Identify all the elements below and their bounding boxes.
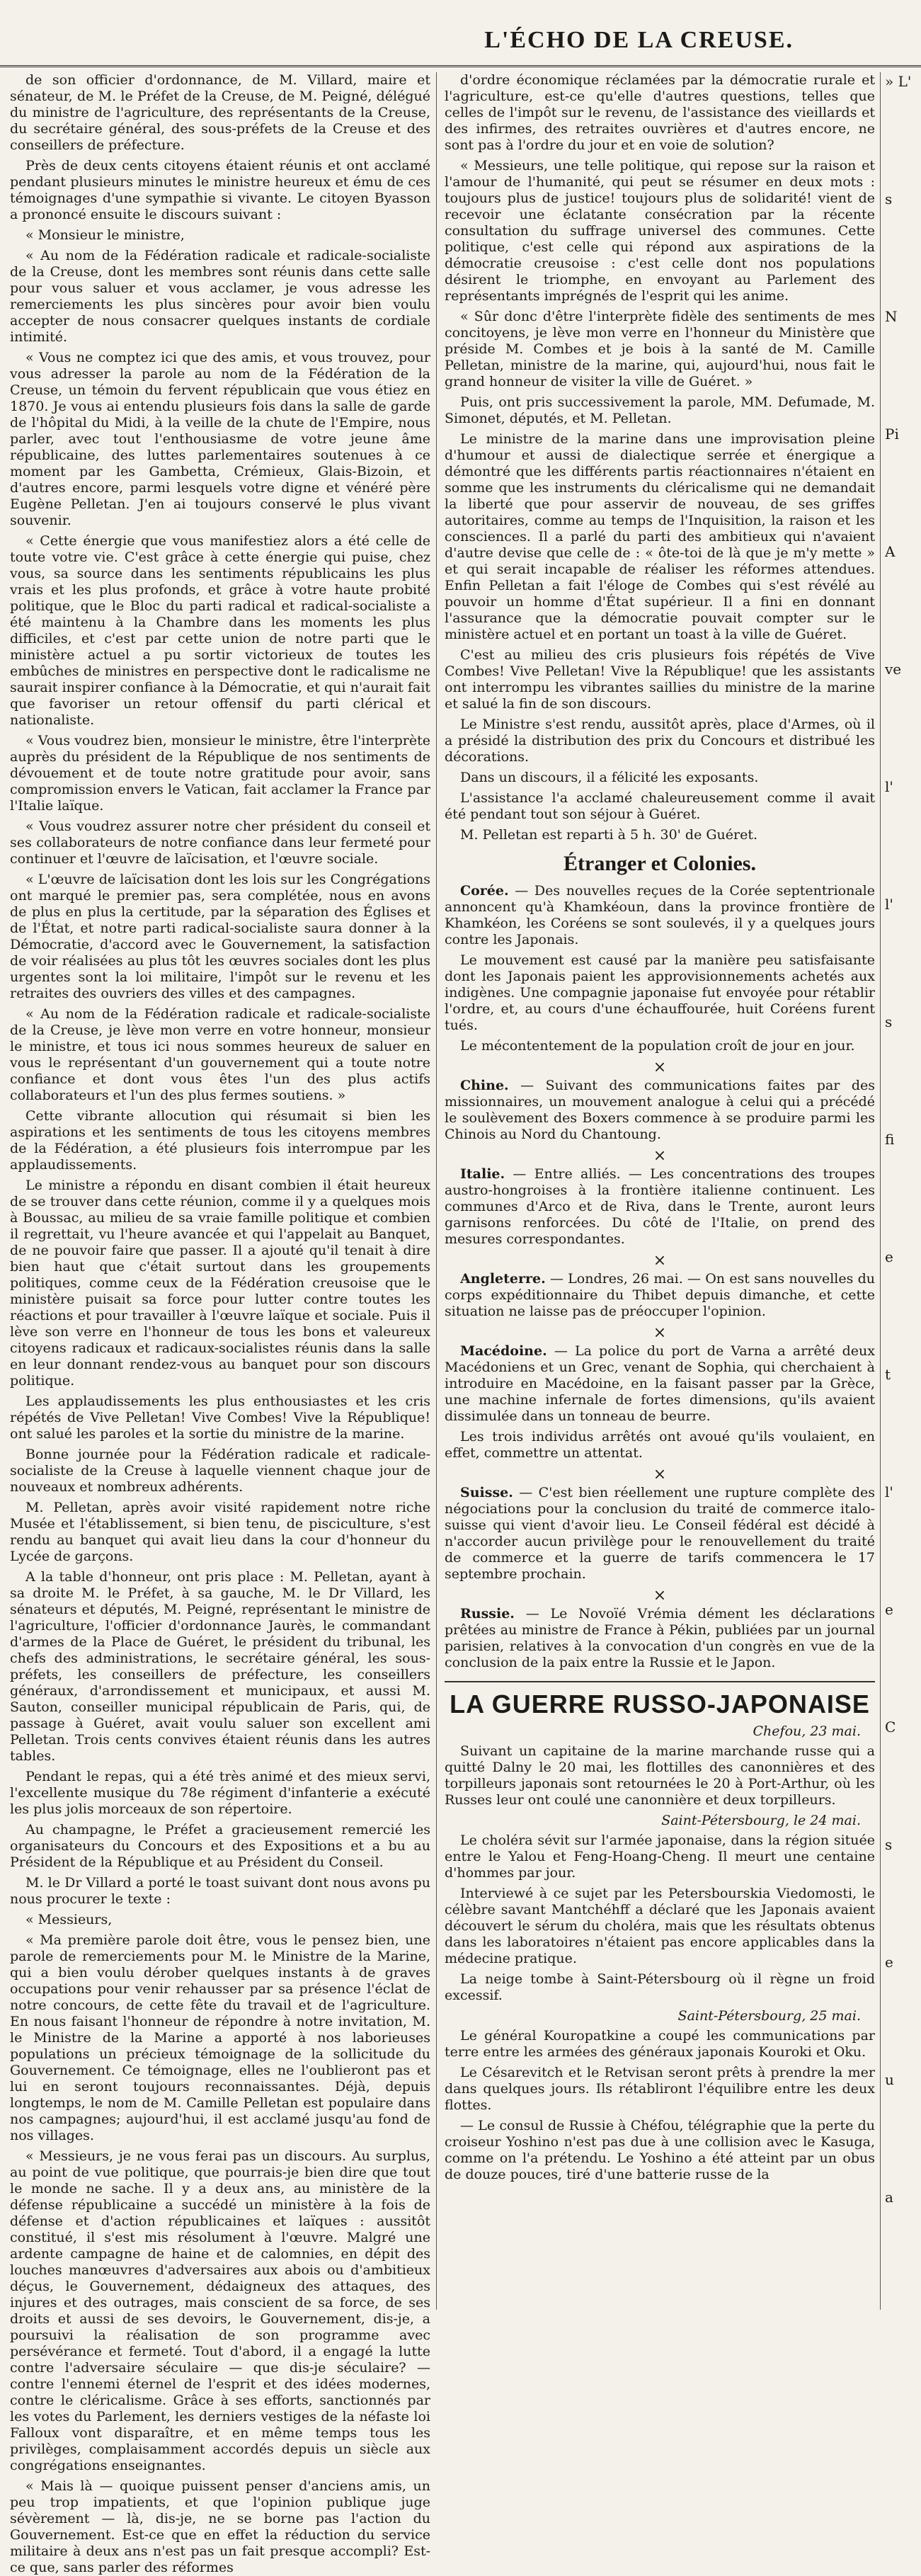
column-left <box>10 72 430 2575</box>
cropped-text-fragment: e <box>885 1601 893 1618</box>
paragraph: « Vous voudrez assurer notre cher président du conseil et ses collaborateurs de notre confiance dans leur fermeté pour continuer et l'œuvre de laïcisation, et l'œuvre sociale. <box>10 819 430 867</box>
paragraph: « Mais là — quoique puissent penser d'anciens amis, un peu trop impatients, et que l'opinion publique juge sévèrement — là, dis-je, ne se borne pas l'action du Gouvernement. Est-ce que en effet la réduction du service militaire à deux ans n'est pas un fait presque accompli? Est-ce que, sans parler des réformes <box>10 2478 430 2575</box>
paragraph: « Messieurs, <box>25 1912 113 1927</box>
paragraph: Les applaudissements les plus enthousiastes et les cris répétés de Vive Pelletan! Vive Combes! Vive la République! ont salué les paroles et la sortie du ministre de la marine. <box>10 1394 430 1442</box>
news-item-text: — Londres, 26 mai. — On est sans nouvelles du corps expéditionnaire du Thibet depuis dimanche, et cette situation ne laisse pas de préoccuper l'opinion. <box>445 1271 875 1319</box>
paragraph: Le choléra sévit sur l'armée japonaise, dans la région située entre le Yalou et Feng-Hoang-Cheng. Il meurt une centaine d'hommes par jour. <box>445 1833 875 1881</box>
news-item <box>445 1429 875 1461</box>
cropped-text-fragment: e <box>885 1248 893 1265</box>
cropped-text-fragment: Pi <box>885 426 899 443</box>
paragraph: de son officier d'ordonnance, de M. Villard, maire et sénateur, de M. le Préfet de la Creuse, de M. Peigné, délégué du ministre de l'agriculture, des représentants de la Creuse, du secrétaire général, des sous-préfets de la Creuse et des conseillers de préfecture. <box>10 72 430 153</box>
paragraph: Le ministre a répondu en disant combien il était heureux de se trouver dans cette réunion, comme il y a quelques mois à Boussac, au milieu de sa vraie famille politique et combien il regrettait, vu l'heure avancée et qui l'appelait au Banquet, de ne pouvoir faire que passer. Il a ajouté qu'il tenait à dire bien haut que c'était surtout dans les groupements politiques, comme ceux de la Fédération creusoise que le ministère puisait sa force pour lutter contre toutes les réactions et pour travailler à l'œuvre laïque et sociale. Puis il lève son verre en l'honneur de tous les bons et valeureux citoyens radicaux et radicaux-socialistes réunis dans la salle en leur donnant rendez-vous au banquet pour son discours politique. <box>10 1178 430 1389</box>
separator: × <box>653 1252 667 1270</box>
news-item-country: Corée. <box>460 883 509 899</box>
cropped-text-fragment: e <box>885 1954 893 1971</box>
paragraph: « Monsieur le ministre, <box>25 227 185 243</box>
paragraph: A la table d'honneur, ont pris place : M. Pelletan, ayant à sa droite M. le Préfet, à sa gauche, M. le Dr Villard, les sénateurs et députés, M. Peigné, représentant le ministre de l'agriculture, l'officier d'ordonnance Jaurès, le commandant d'armes de la Place de Guéret, le président du tribunal, les chefs des administrations, le secrétaire général, les sous-préfets, les conseillers de préfecture, les conseillers généraux, d'arrondissement et municipaux, et aussi M. Sauton, conseiller municipal républicain de Paris, qui, de passage à Guéret, avait voulu saluer son excellent ami Pelletan. Trois cents convives étaient réunis dans les autres tables. <box>10 1569 430 1764</box>
paragraph: d'ordre économique réclamées par la démocratie rurale et l'agriculture, est-ce qu'elle d'autres questions, telles que celles de l'impôt sur le revenu, de l'assistance des vieillards et des infirmes, des retraites ouvrières et d'autres encore, ne sont pas à l'ordre du jour et en voie de solution? <box>445 72 875 153</box>
cropped-text-fragment: s <box>885 1013 893 1030</box>
paragraph: « L'œuvre de laïcisation dont les lois sur les Congrégations ont marqué le premier pas, sera complétée, nous en avons de plus en plus la certitude, par la séparation des Églises et de l'État, et notre parti radical-socialiste saura donner à la Démocratie, d'accord avec le Gouvernement, la satisfaction de voir réalisées au plus tôt les œuvres sociales dont les plus urgentes sont la loi militaire, l'impôt sur le revenu et les retraites des ouvriers des villes et des campagnes. <box>10 872 430 1001</box>
separator: × <box>653 1059 667 1076</box>
paragraph: « Vous voudrez bien, monsieur le ministre, être l'interprète auprès du président de la République de nos sentiments de dévouement et de toute notre gratitude pour avoir, sans compromission envers le Vatican, fait acclamer la France par l'Italie laïque. <box>10 733 430 814</box>
paragraph: « Cette énergie que vous manifestiez alors a été celle de toute votre vie. C'est grâce à cette énergie qui puise, chez vous, sa source dans les sentiments républicains les plus vrais et les plus profonds, et grâce à votre haute probité politique, que le Bloc du parti radical et radical-socialiste a été maintenu à la Chambre dans les moments les plus difficiles, et c'est par cette union de notre parti que le ministère actuel a pu sortir victorieux de toutes les embûches de ministres en perspective dont le radicalisme ne saurait inspirer confiance à la Démocratie, et qui n'aurait fait que favoriser un retour offensif du parti clérical et nationaliste. <box>10 533 430 728</box>
paragraph: La neige tombe à Saint-Pétersbourg où il règne un froid excessif. <box>445 1971 875 2003</box>
paragraph: Au champagne, le Préfet a gracieusement remercié les organisateurs du Concours et des Expositions et a bu au Président de la République et au Président du Conseil. <box>10 1822 430 1870</box>
cropped-text-fragment: l' <box>885 1483 893 1500</box>
masthead <box>0 0 921 67</box>
dateline: Saint-Pétersbourg, le 24 mai. <box>661 1813 861 1828</box>
cropped-text-fragment: s <box>885 190 893 207</box>
column-rule <box>436 72 437 2310</box>
news-item-country: Angleterre. <box>460 1271 546 1287</box>
news-item <box>445 883 875 948</box>
paragraph: Près de deux cents citoyens étaient réunis et ont acclamé pendant plusieurs minutes le ministre heureux et ému de ces témoignages d'une sympathie si vivante. Le citoyen Byasson a prononcé ensuite le discours suivant : <box>10 158 430 222</box>
column-right-fragment <box>885 72 917 2310</box>
news-item-country: Italie. <box>460 1166 505 1182</box>
war-heading: LA GUERRE RUSSO-JAPONAISE <box>445 1681 875 1719</box>
paragraph: Puis, ont pris successivement la parole, MM. Defumade, M. Simonet, députés, et M. Pelletan. <box>445 394 875 426</box>
news-item-text: — Le Novoïé Vrémia dément les déclarations prêtées au ministre de France à Pékin, publiées par un journal parisien, relatives à la convocation d'un congrès en vue de la conclusion de la paix entre la Russie et le Japon. <box>445 1606 875 1670</box>
news-item-text: — Entre alliés. — Les concentrations des troupes austro-hongroises à la frontière italienne continuent. Les communes d'Arco et de Riva, dans le Trente, auront leurs garnisons renforcées. Du côté de l'Italie, on prend des mesures correspondantes. <box>445 1166 875 1247</box>
cropped-text-fragment: s <box>885 1836 893 1853</box>
cropped-text-fragment: a <box>885 2189 893 2206</box>
column-rule <box>880 72 881 2310</box>
dateline: Chefou, 23 mai. <box>753 1723 861 1739</box>
cropped-text-fragment: N <box>885 308 898 325</box>
news-item-country: Suisse. <box>460 1485 513 1500</box>
paragraph: M. Pelletan est reparti à 5 h. 30' de Guéret. <box>460 827 758 843</box>
paragraph: « Messieurs, je ne vous ferai pas un discours. Au surplus, au point de vue politique, que pourrais-je bien dire que tout le monde ne sache. Il y a deux ans, au ministère de la défense républicaine a succédé un ministère à la fois de défense et d'action républicaines et laïques : aussitôt constitué, il s'est mis résolument à l'œuvre. Malgré une ardente campagne de haine et de calomnies, en dépit des louches manœuvres d'adversaires aux abois ou d'ambitieux déçus, le Gouvernement, dédaigneux des attaques, des injures et des outrages, mais conscient de sa force, de ses droits et aussi de ses devoirs, le Gouvernement, dis-je, a poursuivi la réalisation de son programme avec persévérance et fermeté. Tout d'abord, il a engagé la lutte contre l'adversaire séculaire — que dis-je séculaire? — contre l'ennemi éternel de l'esprit et des idées modernes, contre le cléricalisme. Grâce à ses efforts, sanctionnés par les votes du Parlement, les derniers vestiges de la néfaste loi Falloux vont disparaître, et en même temps tous les privilèges, complaisamment accordés depuis un siècle aux congrégations enseignantes. <box>10 2148 430 2473</box>
paragraph: Le Ministre s'est rendu, aussitôt après, place d'Armes, où il a présidé la distribution des prix du Concours et distribué les décorations. <box>445 717 875 765</box>
paragraph: Cette vibrante allocution qui résumait si bien les aspirations et les sentiments de tous les citoyens membres de la Fédération, a été plusieurs fois interrompue par les applaudissements. <box>10 1108 430 1173</box>
cropped-text-fragment: » L' <box>885 73 912 90</box>
news-item-text: — C'est bien réellement une rupture complète des négociations pour la conclusion du traité de commerce italo-suisse qui vient d'avoir lieu. Le Conseil fédéral est décidé à n'accorder aucun privilège pour le renouvellement du traité de commerce et la guerre de tarifs commencera le 17 septembre prochain. <box>445 1485 875 1582</box>
news-item-text: Les trois individus arrêtés ont avoué qu'ils voulaient, en effet, commettre un attentat. <box>445 1429 875 1461</box>
paragraph: « Vous ne comptez ici que des amis, et vous trouvez, pour vous adresser la parole au nom de la Fédération de la Creuse, un témoin du fervent républicain que vous étiez en 1870. Je vous ai entendu plusieurs fois dans la salle de garde de l'hôpital du Midi, à la veille de la chute de l'Empire, nous parler, avec tout l'enthousiasme de votre jeune âme républicaine, des luttes parlementaires soutenues à ce moment par les Gambetta, Crémieux, Glais-Bizoin, et d'autres encore, parmi lesquels votre digne et vénéré père Eugène Pelletan. J'en ai toujours conservé le plus vivant souvenir. <box>10 350 430 528</box>
news-item-text: — Des nouvelles reçues de la Corée septentrionale annoncent qu'à Khamkéoun, dans la province frontière de Khamkéon, les Coréens se sont soulevés, il y a quelques jours contre les Japonais. <box>445 883 875 947</box>
war-news <box>445 1723 875 2183</box>
news-item-country: Chine. <box>460 1078 509 1093</box>
foreign-news <box>445 883 875 1671</box>
paragraph: « Messieurs, une telle politique, qui repose sur la raison et l'amour de l'humanité, qui peut se résumer en deux mots : toujours plus de justice! toujours plus de solidarité! vient de recevoir une éclatante consécration par la récente consultation du suffrage universel des communes. Cette politique, c'est celle qui répond aux aspirations de la démocratie creusoise : c'est celle dont nos populations désirent le triomphe, en envoyant au Parlement des représentants imprégnés de l'esprit qui les anime. <box>445 158 875 304</box>
paragraph: Bonne journée pour la Fédération radicale et radicale-socialiste de la Creuse à laquelle viennent chaque jour de nouveaux et nombreux adhérents. <box>10 1447 430 1495</box>
paragraph: M. le Dr Villard a porté le toast suivant dont nous avons pu nous procurer le texte : <box>10 1875 430 1907</box>
paragraph: « Ma première parole doit être, vous le pensez bien, une parole de remerciements pour M. le Ministre de la Marine, qui a bien voulu dérober quelques instants à de graves occupations pour venir rehausser par sa présence l'éclat de notre concours, de cette fête du travail et de l'agriculture. En nous faisant l'honneur de répondre à notre invitation, M. le Ministre de la Marine a apporté à nos laborieuses populations un précieux témoignage de la sollicitude du Gouvernement. Ce témoignage, elles ne l'oublieront pas et lui en seront toujours reconnaissantes. Déjà, depuis longtemps, le nom de M. Camille Pelletan est populaire dans nos campagnes; aujourd'hui, il est acclamé jusqu'au fond de nos villages. <box>10 1932 430 2143</box>
column-middle <box>445 72 875 2310</box>
paragraph: Suivant un capitaine de la marine marchande russe qui a quitté Dalny le 20 mai, les flottilles des canonnières et des torpilleurs japonais sont retournées le 20 à Port-Arthur, où les Russes leur ont coulé une canonnière et deux torpilleurs. <box>445 1743 875 1808</box>
council-report <box>445 72 875 843</box>
news-item <box>445 1485 875 1583</box>
paragraph: M. Pelletan, après avoir visité rapidement notre riche Musée et l'établissement, si bien tenu, de pisciculture, s'est rendu au banquet qui avait lieu dans la cour d'honneur du Lycée de garçons. <box>10 1500 430 1564</box>
paragraph: Le ministre de la marine dans une improvisation pleine d'humour et aussi de dialectique serrée et énergique a démontré que les différents partis réactionnaires n'étaient en somme que les instruments du cléricalisme qui ne demandait la liberté que pour asservir de nouveau, de ses griffes autoritaires, comme au temps de l'Inquisition, la raison et les consciences. Il a parlé du parti des ambitieux qui n'avaient d'autre devise que celle de : « ôte-toi de là que je m'y mette » et qui serait incapable de réaliser les réformes attendues. Enfin Pelletan a fait l'éloge de Combes qui s'est révélé au pouvoir un homme d'État supérieur. Il a fini en donnant l'assurance que la démocratie pouvait compter sur le ministère actuel et en portant un toast à la ville de Guéret. <box>445 431 875 642</box>
paragraph: L'assistance l'a acclamé chaleureusement comme il avait été pendant tout son séjour à Guéret. <box>445 790 875 822</box>
cropped-text-fragment: t <box>885 1366 891 1383</box>
separator: × <box>653 1147 667 1165</box>
separator: × <box>653 1587 667 1605</box>
news-item <box>445 952 875 1034</box>
paragraph: Interviewé à ce sujet par les Petersbourskia Viedomosti, le célèbre savant Mantchéhff a déclaré que les Japonais avaient découvert le sérum du choléra, mais que les résultats obtenus dans les laboratoires n'étaient pas encore applicables dans la médecine pratique. <box>445 1886 875 1966</box>
paragraph: « Au nom de la Fédération radicale et radicale-socialiste de la Creuse, dont les membres sont réunis dans cette salle pour vous saluer et vous acclamer, je vous adresse les remerciements les plus sincères pour avoir bien voulu accepter de nous consacrer quelques instants de cordiale intimité. <box>10 248 430 345</box>
newspaper-title: L'ÉCHO DE LA CREUSE. <box>484 27 794 53</box>
paragraph: C'est au milieu des cris plusieurs fois répétés de Vive Combes! Vive Pelletan! Vive la République! que les assistants ont interrompu les vibrantes saillies du ministre de la marine et salué la fin de son discours. <box>445 647 875 712</box>
separator: × <box>653 1466 667 1483</box>
cropped-text-fragment: C <box>885 1719 896 1736</box>
paragraph: — Le consul de Russie à Chéfou, télégraphie que la perte du croiseur Yoshino n'est pas due à une collision avec le Kasuga, comme on l'a prétendu. Le Yoshino a été atteint par un obus de douze pouces, tiré d'une batterie russe de la <box>445 2118 875 2182</box>
separator: × <box>653 1324 667 1342</box>
paragraph: Le général Kouropatkine a coupé les communications par terre entre les armées des généraux japonais Kouroki et Oku. <box>445 2028 875 2060</box>
news-item-text: Le mouvement est causé par la manière peu satisfaisante dont les Japonais paient les approvisionnements achetés aux indigènes. Une compagnie japonaise fut envoyée pour rétablir l'ordre, et, au cours d'une échauffourée, huit Coréens furent tués. <box>445 952 875 1033</box>
cropped-text-fragment: A <box>885 543 896 560</box>
paragraph: Dans un discours, il a félicité les exposants. <box>460 770 759 785</box>
foreign-news-heading: Étranger et Colonies. <box>564 852 756 875</box>
cropped-text-fragment: u <box>885 2071 894 2088</box>
news-item <box>445 1166 875 1248</box>
cropped-text-fragment: l' <box>885 778 893 795</box>
paragraph: « Sûr donc d'être l'interprète fidèle des sentiments de mes concitoyens, je lève mon verre en l'honneur du Ministère que préside M. Combes et je bois à la santé de M. Camille Pelletan, ministre de la marine, qui, aujourd'hui, nous fait le grand honneur de visiter la ville de Guéret. » <box>445 309 875 389</box>
news-item <box>445 1271 875 1320</box>
paragraph: Le Césarevitch et le Retvisan seront prêts à prendre la mer dans quelques jours. Ils rétabliront l'équilibre entre les deux flottes. <box>445 2065 875 2113</box>
news-item-text: — Suivant des communications faites par des missionnaires, un mouvement analogue à celui qui a précédé le soulèvement des Boxers commence à se produire parmi les Chinois au Nord du Chantoung. <box>445 1078 875 1142</box>
cropped-text-fragment: ve <box>885 661 902 678</box>
dateline: Saint-Pétersbourg, 25 mai. <box>677 2008 861 2024</box>
news-item <box>445 1343 875 1425</box>
cropped-text-fragment: fi <box>885 1131 895 1148</box>
news-item-text: Le mécontentement de la population croît de jour en jour. <box>460 1038 855 1054</box>
news-item <box>445 1038 875 1054</box>
paragraph: « Au nom de la Fédération radicale et radicale-socialiste de la Creuse, je lève mon verre en votre honneur, monsieur le ministre, et tous ici nous sommes heureux de saluer en vous le représentant d'un gouvernement qui a toute notre confiance et dont vous êtes l'un des plus actifs collaborateurs et l'un des plus fermes soutiens. » <box>10 1006 430 1103</box>
news-item-country: Russie. <box>460 1606 515 1622</box>
news-item-text: — La police du port de Varna a arrêté deux Macédoniens et un Grec, venant de Sophia, qui cherchaient à introduire en Macédoine, en la faisant passer par la Grèce, une machine infernale de fortes dimensions, qu'ils avaient dissimulée dans un tonneau de beurre. <box>445 1343 875 1424</box>
news-item <box>445 1606 875 1671</box>
news-item <box>445 1078 875 1143</box>
news-item-country: Macédoine. <box>460 1343 547 1359</box>
cropped-text-fragment: l' <box>885 896 893 913</box>
paragraph: Pendant le repas, qui a été très animé et des mieux servi, l'excellente musique du 78e régiment d'infanterie a exécuté les plus jolis morceaux de son répertoire. <box>10 1769 430 1817</box>
